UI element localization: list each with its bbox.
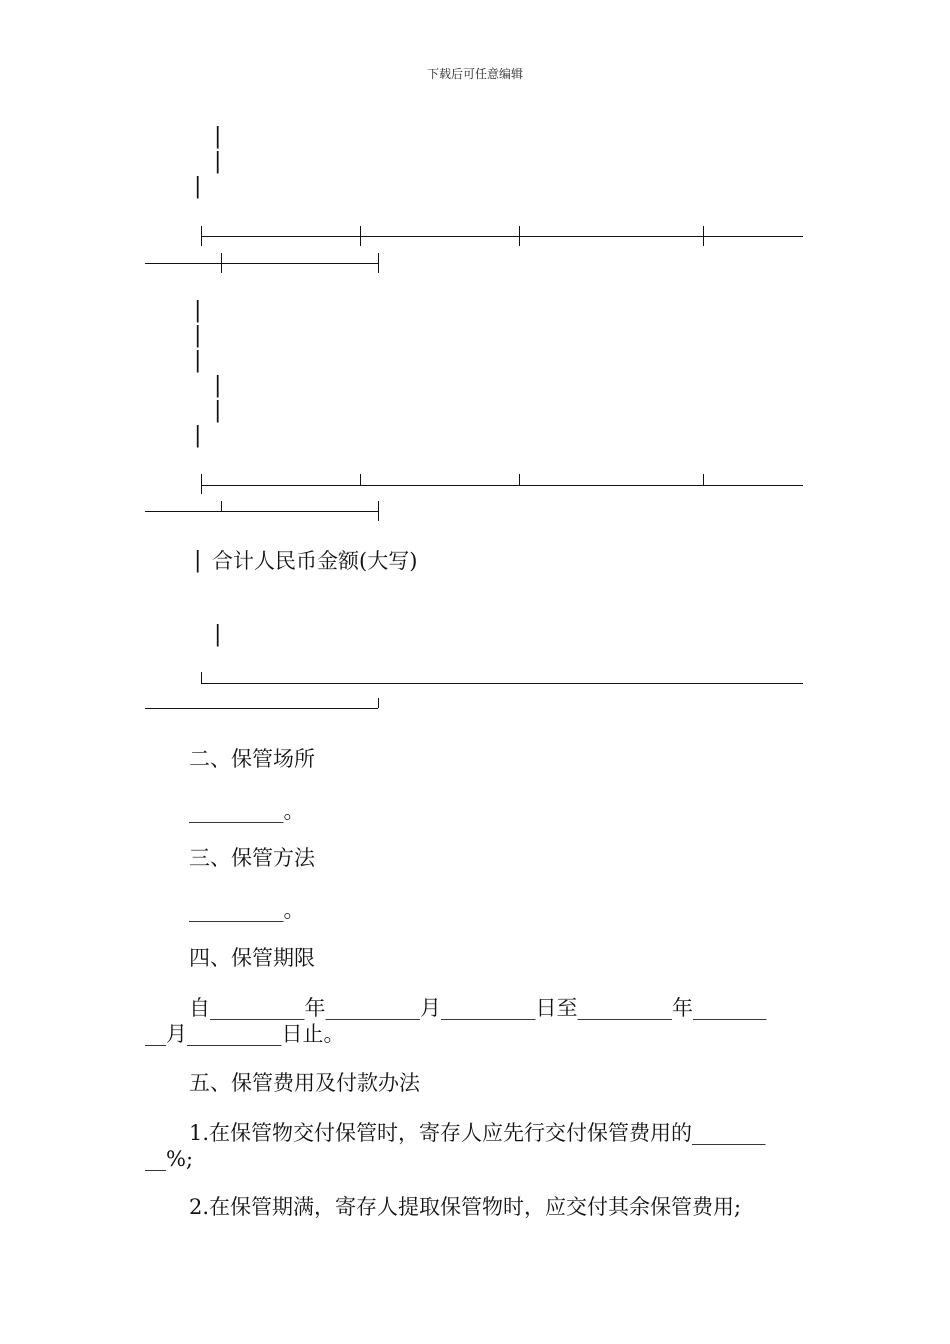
table-vertical-bar: | bbox=[194, 548, 202, 573]
fee-item-1-line-2: __%; bbox=[145, 1147, 194, 1171]
table-tick bbox=[221, 501, 222, 511]
page-header-note: 下载后可任意编辑 bbox=[426, 67, 523, 81]
table-tick bbox=[221, 253, 222, 273]
section-2-title: 二、保管场所 bbox=[189, 747, 315, 771]
table-rule bbox=[201, 683, 803, 684]
table-tick bbox=[519, 226, 520, 246]
section-5-title: 五、保管费用及付款办法 bbox=[189, 1071, 420, 1095]
table-rule bbox=[145, 708, 378, 709]
table-tick bbox=[378, 698, 379, 708]
table-tick bbox=[360, 474, 361, 485]
table-vertical-bar: | bbox=[214, 373, 222, 398]
table-vertical-bar: | bbox=[214, 124, 222, 149]
table-tick bbox=[201, 672, 202, 683]
table-rule bbox=[145, 263, 378, 264]
table-rule bbox=[201, 236, 803, 237]
storage-period-line-1: 自_________年_________月_________日至_________年_______ bbox=[189, 996, 767, 1020]
table-tick bbox=[378, 501, 379, 521]
table-vertical-bar: | bbox=[194, 348, 202, 373]
total-amount-label: 合计人民币金额(大写) bbox=[212, 549, 418, 573]
table-vertical-bar: | bbox=[194, 423, 202, 448]
storage-location-field: _________。 bbox=[189, 799, 305, 823]
table-tick bbox=[360, 226, 361, 246]
table-vertical-bar: | bbox=[214, 622, 222, 647]
fee-item-2: 2.在保管期满，寄存人提取保管物时，应交付其余保管费用; bbox=[189, 1195, 742, 1219]
table-rule bbox=[201, 485, 803, 486]
table-rule bbox=[145, 511, 378, 512]
section-4-title: 四、保管期限 bbox=[189, 946, 315, 970]
fee-item-1-line-1: 1.在保管物交付保管时，寄存人应先行交付保管费用的_______ bbox=[189, 1121, 766, 1145]
table-vertical-bar: | bbox=[214, 398, 222, 423]
table-vertical-bar: | bbox=[194, 174, 202, 199]
table-tick bbox=[703, 474, 704, 485]
table-vertical-bar: | bbox=[214, 149, 222, 174]
storage-period-line-2: __月_________日止。 bbox=[145, 1022, 345, 1046]
table-tick bbox=[519, 474, 520, 485]
table-tick bbox=[378, 253, 379, 273]
table-vertical-bar: | bbox=[194, 323, 202, 348]
table-vertical-bar: | bbox=[194, 298, 202, 323]
table-tick bbox=[201, 474, 202, 494]
storage-method-field: _________。 bbox=[189, 898, 305, 922]
table-tick bbox=[703, 226, 704, 246]
section-3-title: 三、保管方法 bbox=[189, 846, 315, 870]
